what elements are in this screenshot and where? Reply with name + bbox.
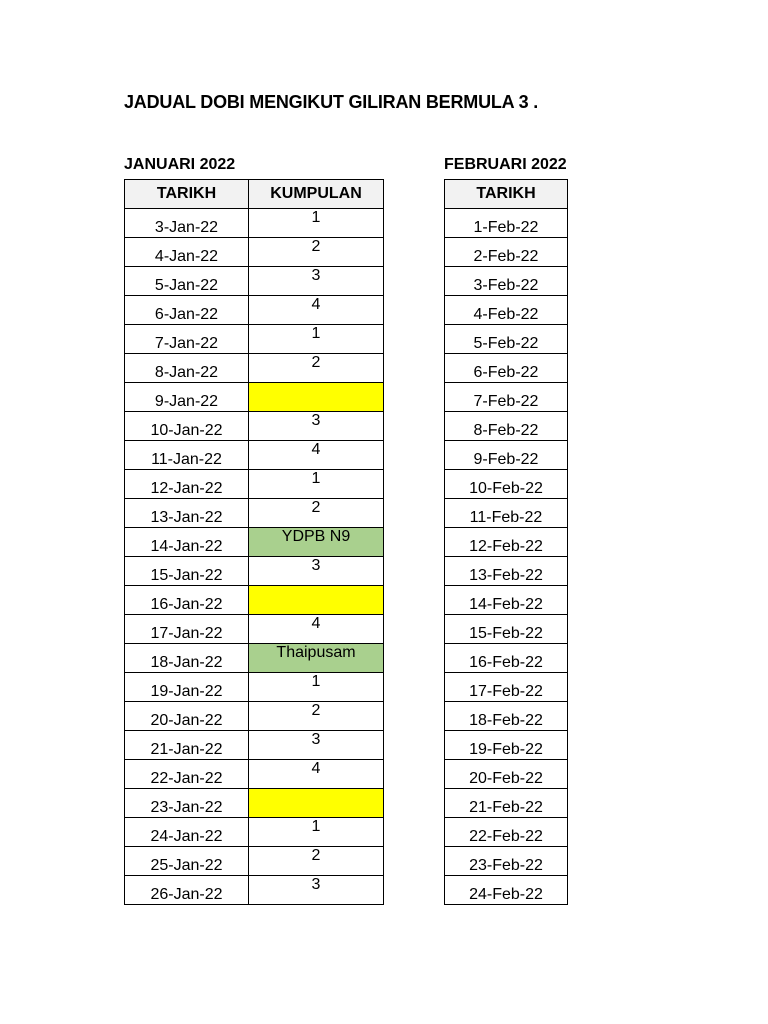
column-header-group: KUMPULAN (249, 180, 384, 209)
group-cell: 2 (249, 847, 384, 876)
group-cell: 3 (249, 876, 384, 905)
table-row (445, 238, 568, 267)
column-header-date: TARIKH (125, 180, 249, 209)
date-cell: 6-Jan-22 (125, 296, 249, 325)
group-cell: 3 (249, 267, 384, 296)
table-row (445, 325, 568, 354)
table-row (125, 702, 384, 731)
table-row (125, 847, 384, 876)
table-row (445, 789, 568, 818)
table-row (125, 528, 384, 557)
table-row (445, 209, 568, 238)
table-row (445, 673, 568, 702)
february-label: FEBRUARI 2022 (444, 156, 567, 173)
table-row (125, 209, 384, 238)
date-cell: 19-Jan-22 (125, 673, 249, 702)
column-header-date: TARIKH (445, 180, 568, 209)
date-cell: 6-Feb-22 (445, 354, 568, 383)
date-cell: 3-Feb-22 (445, 267, 568, 296)
date-cell: 22-Feb-22 (445, 818, 568, 847)
group-cell: 2 (249, 702, 384, 731)
date-cell: 11-Jan-22 (125, 441, 249, 470)
group-cell (249, 383, 384, 412)
table-row (125, 499, 384, 528)
table-row (125, 238, 384, 267)
date-cell: 5-Feb-22 (445, 325, 568, 354)
table-row (445, 818, 568, 847)
date-cell: 13-Feb-22 (445, 557, 568, 586)
group-cell: 2 (249, 499, 384, 528)
group-cell: 1 (249, 325, 384, 354)
date-cell: 12-Feb-22 (445, 528, 568, 557)
group-cell: 1 (249, 470, 384, 499)
table-row (445, 412, 568, 441)
date-cell: 17-Jan-22 (125, 615, 249, 644)
table-row (445, 876, 568, 905)
group-cell (249, 789, 384, 818)
table-row (125, 731, 384, 760)
table-row (125, 412, 384, 441)
table-row (125, 354, 384, 383)
table-row (125, 673, 384, 702)
table-row (445, 267, 568, 296)
table-header-row (125, 180, 384, 209)
table-row (445, 847, 568, 876)
date-cell: 16-Jan-22 (125, 586, 249, 615)
table-row (125, 876, 384, 905)
table-row (445, 470, 568, 499)
group-cell: 1 (249, 209, 384, 238)
date-cell: 14-Feb-22 (445, 586, 568, 615)
date-cell: 2-Feb-22 (445, 238, 568, 267)
date-cell: 15-Feb-22 (445, 615, 568, 644)
group-cell: YDPB N9 (249, 528, 384, 557)
date-cell: 7-Jan-22 (125, 325, 249, 354)
date-cell: 17-Feb-22 (445, 673, 568, 702)
date-cell: 18-Jan-22 (125, 644, 249, 673)
date-cell: 13-Jan-22 (125, 499, 249, 528)
table-row (445, 731, 568, 760)
table-row (445, 383, 568, 412)
group-cell: 3 (249, 731, 384, 760)
table-row (125, 470, 384, 499)
date-cell: 26-Jan-22 (125, 876, 249, 905)
date-cell: 11-Feb-22 (445, 499, 568, 528)
date-cell: 8-Feb-22 (445, 412, 568, 441)
date-cell: 18-Feb-22 (445, 702, 568, 731)
table-row (125, 760, 384, 789)
group-cell: 4 (249, 615, 384, 644)
date-cell: 24-Jan-22 (125, 818, 249, 847)
date-cell: 12-Jan-22 (125, 470, 249, 499)
table-row (445, 296, 568, 325)
group-cell: 4 (249, 760, 384, 789)
table-row (445, 499, 568, 528)
group-cell: 1 (249, 673, 384, 702)
table-row (125, 789, 384, 818)
table-row (125, 557, 384, 586)
table-row (125, 586, 384, 615)
january-schedule-table (124, 179, 384, 905)
table-row (445, 557, 568, 586)
date-cell: 20-Feb-22 (445, 760, 568, 789)
table-row (445, 702, 568, 731)
date-cell: 23-Feb-22 (445, 847, 568, 876)
group-cell (249, 586, 384, 615)
date-cell: 5-Jan-22 (125, 267, 249, 296)
group-cell: 3 (249, 557, 384, 586)
date-cell: 16-Feb-22 (445, 644, 568, 673)
table-row (125, 615, 384, 644)
group-cell: 1 (249, 818, 384, 847)
date-cell: 23-Jan-22 (125, 789, 249, 818)
group-cell: 2 (249, 238, 384, 267)
group-cell: 4 (249, 441, 384, 470)
date-cell: 14-Jan-22 (125, 528, 249, 557)
table-row (445, 354, 568, 383)
date-cell: 20-Jan-22 (125, 702, 249, 731)
table-row (445, 644, 568, 673)
table-row (125, 818, 384, 847)
group-cell: 3 (249, 412, 384, 441)
table-row (445, 441, 568, 470)
date-cell: 3-Jan-22 (125, 209, 249, 238)
date-cell: 7-Feb-22 (445, 383, 568, 412)
january-label: JANUARI 2022 (124, 156, 236, 173)
february-schedule-table (444, 179, 568, 905)
date-cell: 10-Jan-22 (125, 412, 249, 441)
table-row (445, 528, 568, 557)
date-cell: 21-Jan-22 (125, 731, 249, 760)
group-cell: 2 (249, 354, 384, 383)
table-row (125, 441, 384, 470)
table-row (125, 296, 384, 325)
table-row (445, 615, 568, 644)
page-title: JADUAL DOBI MENGIKUT GILIRAN BERMULA 3 . (124, 92, 539, 112)
table-row (445, 760, 568, 789)
date-cell: 9-Feb-22 (445, 441, 568, 470)
date-cell: 24-Feb-22 (445, 876, 568, 905)
date-cell: 9-Jan-22 (125, 383, 249, 412)
table-row (125, 644, 384, 673)
date-cell: 21-Feb-22 (445, 789, 568, 818)
table-row (125, 325, 384, 354)
date-cell: 4-Jan-22 (125, 238, 249, 267)
table-row (125, 267, 384, 296)
table-row (125, 383, 384, 412)
date-cell: 22-Jan-22 (125, 760, 249, 789)
date-cell: 4-Feb-22 (445, 296, 568, 325)
group-cell: Thaipusam (249, 644, 384, 673)
group-cell: 4 (249, 296, 384, 325)
table-header-row (445, 180, 568, 209)
date-cell: 8-Jan-22 (125, 354, 249, 383)
date-cell: 19-Feb-22 (445, 731, 568, 760)
date-cell: 15-Jan-22 (125, 557, 249, 586)
date-cell: 1-Feb-22 (445, 209, 568, 238)
date-cell: 25-Jan-22 (125, 847, 249, 876)
date-cell: 10-Feb-22 (445, 470, 568, 499)
table-row (445, 586, 568, 615)
